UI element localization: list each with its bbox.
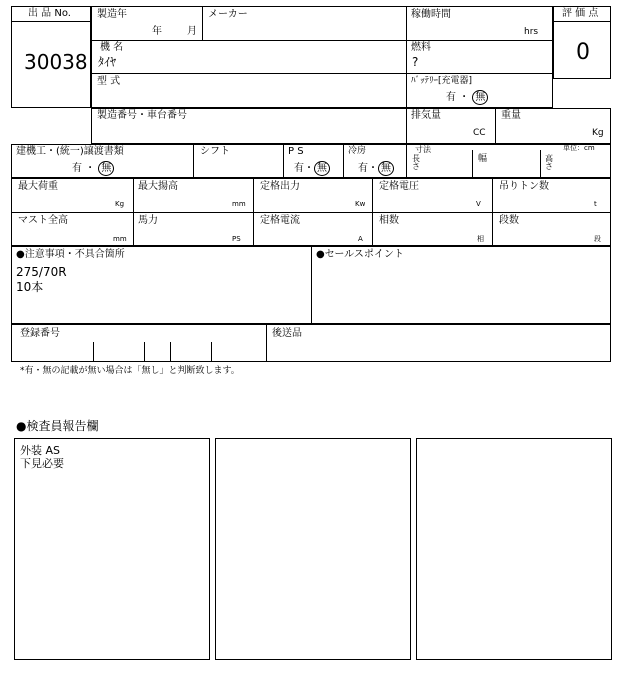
- type-label: 型 式: [97, 76, 121, 87]
- sales-point-label: ●セールスポイント: [316, 249, 404, 260]
- model-name-label: 機 名: [100, 42, 124, 53]
- registration-label: 登録番号: [20, 328, 60, 339]
- max-load-label: 最大荷重: [18, 181, 58, 192]
- registration-row: [11, 324, 611, 362]
- transfer-no-circled: 無: [98, 161, 114, 176]
- stages-label: 段数: [499, 215, 519, 226]
- rated-output-unit: Kw: [355, 200, 366, 208]
- serial-label: 製造番号・車台番号: [97, 110, 187, 121]
- score-label: 評 価 点: [562, 8, 599, 19]
- year-label: 製造年: [97, 9, 127, 20]
- max-lift-unit: mm: [232, 200, 246, 208]
- fuel-label: 燃料: [411, 42, 431, 53]
- month-unit: 月: [187, 26, 197, 37]
- rated-current-label: 定格電流: [260, 215, 300, 226]
- hoist-unit: t: [594, 200, 597, 208]
- rated-output-label: 定格出力: [260, 181, 300, 192]
- width-label: 幅: [478, 154, 488, 164]
- mast-unit: mm: [113, 235, 127, 243]
- rated-voltage-unit: V: [476, 200, 481, 208]
- score-value: 0: [576, 40, 590, 65]
- dims-unit-label: 単位：cm: [563, 144, 595, 152]
- fuel-value: ?: [412, 55, 419, 69]
- max-load-unit: Kg: [115, 200, 125, 208]
- max-lift-label: 最大揚高: [138, 181, 178, 192]
- battery-no-circled: 無: [472, 90, 488, 105]
- phase-label: 相数: [379, 215, 399, 226]
- ps-choice: 有・ 無: [294, 161, 330, 176]
- inspector-box-2: [215, 438, 411, 660]
- length-label: 長さ: [412, 154, 420, 171]
- dims-label: 寸法: [415, 145, 431, 154]
- inspector-title: ●検査員報告欄: [16, 419, 99, 433]
- rated-voltage-label: 定格電圧: [379, 181, 419, 192]
- caution-line-2: 10本: [16, 280, 44, 294]
- weight-unit: Kg: [592, 128, 604, 138]
- horsepower-label: 馬力: [138, 215, 158, 226]
- mast-label: マスト全高: [18, 215, 68, 226]
- battery-yes: 有: [446, 92, 456, 103]
- battery-choice: 有 ・ 無: [446, 90, 488, 105]
- displacement-label: 排気量: [411, 110, 441, 121]
- inspector-box-1: [14, 438, 210, 660]
- lot-no: 30038: [24, 50, 88, 74]
- hours-unit: hrs: [524, 27, 539, 37]
- inspector-box-3: [416, 438, 612, 660]
- caution-line-1: 275/70R: [16, 265, 67, 279]
- transfer-label: 建機工・(統一)譲渡書類: [16, 146, 124, 157]
- lot-no-label: 出 品 No.: [28, 8, 71, 19]
- shipping-label: 後送品: [272, 328, 302, 339]
- ps-yes: 有: [294, 163, 304, 174]
- caution-label: ●注意事項・不具合箇所: [16, 249, 125, 260]
- ac-choice: 有・ 無: [358, 161, 394, 176]
- horsepower-unit: PS: [232, 235, 241, 243]
- ac-yes: 有: [358, 163, 368, 174]
- ac-no-circled: 無: [378, 161, 394, 176]
- footnote: *有・無の記載が無い場合は「無し」と判断致します。: [20, 366, 240, 376]
- ps-label: P S: [288, 146, 304, 157]
- maker-label: メーカー: [208, 9, 248, 20]
- hours-label: 稼働時間: [411, 9, 451, 20]
- hoist-label: 吊りトン数: [499, 181, 549, 192]
- transfer-choice: 有 ・ 無: [72, 161, 114, 176]
- weight-label: 重量: [501, 110, 521, 121]
- height-label: 高さ: [545, 154, 553, 171]
- battery-label: ﾊﾞｯﾃﾘｰ[充電器]: [411, 76, 473, 86]
- stages-unit: 段: [594, 235, 601, 243]
- ac-label: 冷房: [348, 146, 367, 156]
- rated-current-unit: A: [358, 235, 363, 243]
- model-name: ﾀｲﾔ: [98, 55, 117, 69]
- inspector-line-1: 外装 AS: [20, 444, 61, 457]
- displacement-unit: CC: [473, 128, 486, 138]
- transfer-yes: 有: [72, 163, 82, 174]
- inspector-line-2: 下見必要: [20, 457, 64, 470]
- phase-unit: 相: [477, 235, 484, 243]
- year-unit: 年: [152, 26, 162, 37]
- shift-label: シフト: [200, 146, 230, 157]
- ps-no-circled: 無: [314, 161, 330, 176]
